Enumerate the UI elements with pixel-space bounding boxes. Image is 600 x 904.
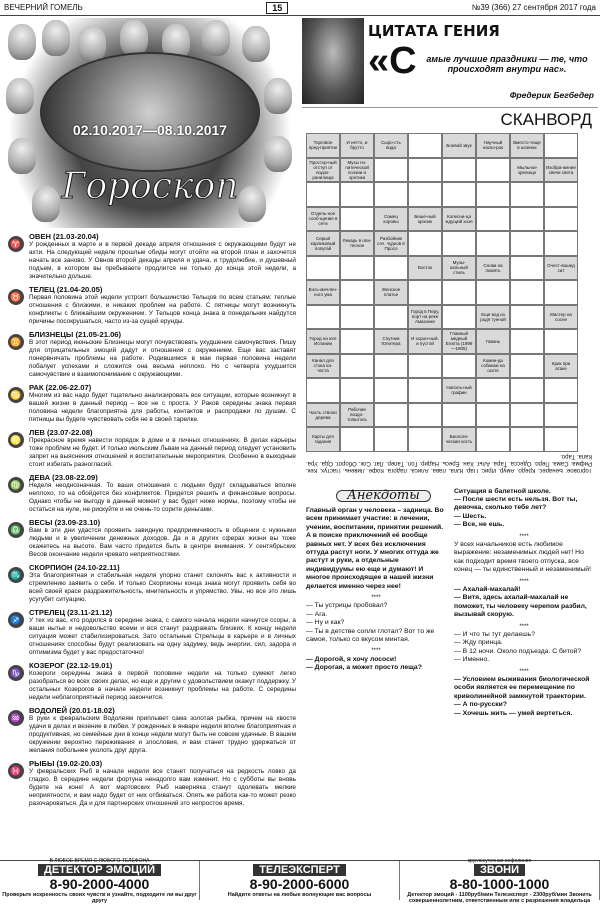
sign-text: У рожденных в марте и в первой декаде апреля отношения с окружающими будут не ахти. На следующей неделе прошлые обиды могут отойти на второй план и захочется начать все заново. У Овнов второй декады апреля и удача, и трудолюбие, и душевный подъем, в котором вы пребываете продлится не только до конца этой недели, а значительно дольше.: [29, 241, 296, 280]
ad-block[interactable]: [400, 857, 600, 904]
sign-body: [29, 661, 296, 702]
scanword-answer-cell[interactable]: [544, 207, 578, 232]
horoscope-hero-image: [2, 18, 298, 228]
sign-entry: [8, 563, 296, 604]
scanword-answer-cell[interactable]: [374, 378, 408, 403]
scanword-clue: Вместо-тище в шпинах: [510, 133, 544, 158]
scanword-clue: Серый карликовый попугай: [306, 231, 340, 256]
scanword-answer-cell[interactable]: [408, 403, 442, 428]
zodiac-sign-icon: ♈: [8, 236, 24, 252]
scanword-clue: Разбойник соч. чуднов в Просо: [374, 231, 408, 256]
sign-entry: [8, 383, 296, 424]
scanword-answer-cell[interactable]: [476, 207, 510, 232]
sign-name: ЛЕВ (23.07-22.08): [29, 428, 93, 437]
joke-divider: ****: [371, 648, 381, 655]
scanword-answer-cell[interactable]: [510, 329, 544, 354]
scanword-clue: Мыльное зрелище: [510, 158, 544, 183]
sign-text: В этот период июньские Близнецы могут почувствовать ухудшение самочувствия. Пишу для отрицательных эмоций дадут и отношения с окружением. Еще вас заставят понервничать проблемы на работе. Родившимся в мае первая половина недели побалует успехами и сложится она весьма неплохо. Но с четверга ухудшится самочувствие и взаимопонимание с окружающими.: [29, 339, 296, 378]
scanword-clue: Очест-вошед сит: [544, 256, 578, 281]
scanword-answer-cell[interactable]: [544, 403, 578, 428]
sign-name: ВЕСЫ (23.09-23.10): [29, 518, 101, 527]
scanword-answer-cell[interactable]: [510, 378, 544, 403]
zodiac-sign-icon: ♎: [8, 522, 24, 538]
sign-body: [29, 285, 296, 326]
sign-text: Прекрасное время навести порядок в доме и в личных отношениях. В делах карьеры тоже проблем не будет. И только июльским Львам на данный период следует установить запрет на выяснения отношений и воспитательные мероприятия. Особенно в выходные стоит избегать разногласий.: [29, 437, 296, 468]
horoscope-signs: [2, 228, 298, 808]
scanword-answer-cell[interactable]: [374, 182, 408, 207]
scanword-answer-cell[interactable]: [340, 329, 374, 354]
scanword-answer-cell[interactable]: [544, 231, 578, 256]
scanword-answer-cell[interactable]: [442, 305, 476, 330]
sign-name: ТЕЛЕЦ (21.04-20.05): [29, 285, 103, 294]
scanword-answer-cell[interactable]: [510, 231, 544, 256]
ad-brand: ДЕТЕКТОР ЭМОЦИЙ: [38, 864, 161, 876]
zodiac-sign-icon: ♌: [8, 432, 24, 448]
sign-body: [29, 759, 296, 808]
sign-body: [29, 518, 296, 559]
scanword-answer-cell[interactable]: [340, 280, 374, 305]
quote-title: ЦИТАТА ГЕНИЯ: [368, 22, 500, 40]
right-column: [302, 18, 598, 858]
horoscope-date-range: 02.10.2017—08.10.2017: [72, 122, 228, 138]
sign-entry: [8, 661, 296, 702]
sign-body: [29, 232, 296, 281]
scanword-clue: И хорон-ный, и пустой: [408, 329, 442, 354]
sign-name: РЫБЫ (19.02-20.03): [29, 759, 103, 768]
scanword-answer-cell[interactable]: [340, 427, 374, 452]
sign-body: [29, 383, 296, 424]
scanword-answer-cell[interactable]: [408, 280, 442, 305]
scanword-answer-cell[interactable]: [408, 158, 442, 183]
scanword-clue: Изобра-жение свечи света: [544, 158, 578, 183]
anecdotes-title: Анекдоты: [336, 490, 431, 502]
scanword-answer-cell[interactable]: [476, 427, 510, 452]
ad-brand: ЗВОНИ: [474, 864, 525, 876]
scanword-clue: Лекарь в опи-тесное: [340, 231, 374, 256]
scanword-clue: Город на юге Испании: [306, 329, 340, 354]
scanword-clue: Боевой звук: [442, 133, 476, 158]
anecdote: — И что ты тут делаешь? — Жду принца. — В 12 ночи. Около подъезда. С битой? — Именно.: [454, 631, 582, 664]
scanword-answer-cell[interactable]: [510, 305, 544, 330]
scanword-answer-cell[interactable]: [408, 378, 442, 403]
zodiac-sign-icon: ♏: [8, 567, 24, 583]
scanword-answer-cell[interactable]: [544, 427, 578, 452]
ad-phone: 8-80-1000-1000: [449, 875, 550, 892]
anecdotes-column-1: [306, 488, 446, 722]
zodiac-sign-icon: ♐: [8, 612, 24, 628]
scanword-answer-cell[interactable]: [374, 256, 408, 281]
sign-entry: [8, 706, 296, 755]
sign-text: Неделя неоднозначная. То ваши отношения с людьми будут складываться вполне неплохо, то на обойдется без конфликтов. Придется решить и финансовые вопросы. Однако чтобы не выгоду в данный момент у вас будет ниже нормы, поэтому чтобы не остаться на нуле, не рискуйте и не очень-то сорите деньгами.: [29, 482, 296, 513]
scanword-answer-cell[interactable]: [408, 231, 442, 256]
zodiac-sign-icon: ♋: [8, 387, 24, 403]
scanword-clue: Крик при атаке: [544, 354, 578, 379]
scanword-answer-cell[interactable]: [544, 133, 578, 158]
scanword-answer-cell[interactable]: [408, 182, 442, 207]
anecdote: — Ахалай-махалай! — Витя, здесь ахалай-махалай не поможет, ты человеку черепом разбил, вызывай скорую.: [454, 585, 587, 619]
scanword-answer-cell[interactable]: [510, 207, 544, 232]
scanword-answer-cell[interactable]: [442, 158, 476, 183]
scanword-answer-cell[interactable]: [374, 403, 408, 428]
scanword-clue: Спутник Юпитера: [374, 329, 408, 354]
ad-tagline: Детектор эмоций - 1100руб/мин Телеэксперт - 2300руб/мин Звонить совершеннолетним, ответственным или с разрешения владельца: [407, 891, 592, 904]
sign-entry: [8, 759, 296, 808]
zodiac-sign-icon: ♍: [8, 477, 24, 493]
scanword-clue: Рабочие воздо-топштэль: [340, 403, 374, 428]
header-paper-name: ВЕЧЕРНИЙ ГОМЕЛЬ: [4, 3, 83, 12]
sign-entry: [8, 518, 296, 559]
joke-divider: ****: [519, 623, 529, 630]
sign-name: БЛИЗНЕЦЫ (21.05-21.06): [29, 330, 122, 339]
scanword-answer-cell[interactable]: [510, 354, 544, 379]
ad-phone: 8-90-2000-4000: [49, 875, 150, 892]
joke-divider: ****: [519, 668, 529, 675]
scanword-clue: Снова на память: [476, 256, 510, 281]
quote-opening: «С: [368, 40, 417, 82]
scanword-clue: Научный наско-рок: [476, 133, 510, 158]
scanword-answer-cell[interactable]: [340, 182, 374, 207]
sign-name: КОЗЕРОГ (22.12-19.01): [29, 661, 113, 670]
scanword-answer-cell[interactable]: [442, 280, 476, 305]
sign-entry: [8, 428, 296, 469]
sign-name: СКОРПИОН (24.10-22.11): [29, 563, 120, 572]
sign-entry: [8, 330, 296, 379]
sign-name: ДЕВА (23.08-22.09): [29, 473, 98, 482]
scanword-clue: Сыро-сть вода: [374, 133, 408, 158]
scanword-answer-cell[interactable]: [476, 378, 510, 403]
anecdote: Ситуация в балетной школе. — После шести есть нельзя. Вот ты, девочка, сколько тебе лет? — Шесть. — Все, не ешь.: [454, 487, 578, 529]
sign-body: [29, 608, 296, 657]
anecdotes-column-2: [454, 488, 594, 722]
sign-text: Козероги середины знака в первой половине недели на только сумеют легко разобраться во всех своих делах, но еще и другим с удовольствием окажут поддержку. У остальных Козерогов в начале недели возникнут проблемы на работе. С середины недели неблагоприятный период закончится.: [29, 670, 296, 701]
scanword-clue: Восток: [408, 256, 442, 281]
scanword-clue: Гавань: [476, 329, 510, 354]
scanword-answer-cell[interactable]: [476, 280, 510, 305]
sign-text: В руки к февральским Водолеям приплывет сама золотая рыбка, причем на хвосте удачи в делах и везение в любви. У рожденных в январе неделя вполне благоприятная и продуктивная, но семейные дни в конце недели могут быть не совсем удачные. В вашем окружении вероятно переживания и злословия, и вам станет трудно удержаться от желания побольнее уколоть друг друга.: [29, 715, 296, 754]
scanword-answer-cell[interactable]: [544, 329, 578, 354]
scanword-answer-cell[interactable]: [306, 378, 340, 403]
scanword-answer-cell[interactable]: [340, 305, 374, 330]
scanword-clue: Музы по-литической поэзии и эротики: [340, 158, 374, 183]
scanword-clue: Вось-мичлен- ного ума: [306, 280, 340, 305]
scanword-answer-cell[interactable]: [510, 427, 544, 452]
scanword-clue: Отдель-ное сооб-щение в сети: [306, 207, 340, 232]
header-issue: №39 (366) 27 сентября 2017 года: [471, 3, 596, 12]
quote-text: амые лучшие праздники — те, что происходят внутри нас».: [426, 54, 588, 74]
scanword-answer-cell[interactable]: [476, 403, 510, 428]
joke-divider: ****: [371, 594, 381, 601]
sign-entry: [8, 285, 296, 326]
anecdote: — Дорогой, я хочу лососи! — Дорогая, а может просто леща?: [306, 655, 422, 672]
scanword-clue: Коман-да собакам на охоте: [476, 354, 510, 379]
scanword-answers: Торговое: Бенарес. Кредо. Амур. Ирис. Пар. Юла. Лава. Алиса. Ладога. Кофе. Ливень. Пастух. Кек. Рифма. Сама. Перо. Одесса. Тара. Альт. Хан. Ересь. Надир. Гол. Тапер. Лат. Сок. Оборот. Ода. Ура. Капа. Таро.: [306, 452, 592, 473]
scanword-answer-cell[interactable]: [476, 158, 510, 183]
scanword-answer-cell[interactable]: [340, 207, 374, 232]
joke-divider: ****: [519, 578, 529, 585]
scanword-title: СКАНВОРД: [500, 110, 592, 129]
anecdote: — Ты устрицы пробовал? — Ага. — Ну и как? — Ты в детстве сопли глотал? Вот то же самое, только со вкусом минтая.: [306, 602, 435, 643]
scanword-answer-cell[interactable]: [306, 305, 340, 330]
sign-text: У тех из вас, кто родился в середине знака, с самого начала недели начнутся ссоры, а ваши нытье и недовольство всеми и вся станут раздражать близких. К концу недели ситуация может стабилизироваться. Зато остальные Стрельцы в карьере и в личных отношениях способны будут реализовать на одну задумку, ведь энергии, сил, задора и оптимизма будет у вас предостаточно!: [29, 617, 296, 656]
zodiac-sign-icon: ♑: [8, 665, 24, 681]
author-photo: [302, 18, 364, 104]
zodiac-sign-icon: ♒: [8, 710, 24, 726]
scanword-answer-cell[interactable]: [374, 305, 408, 330]
scanword-answer-cell[interactable]: [476, 182, 510, 207]
scanword-answer-cell[interactable]: [374, 354, 408, 379]
sign-body: [29, 428, 296, 469]
scanword-clue: Карты для гадания: [306, 427, 340, 452]
scanword-answer-cell[interactable]: [374, 158, 408, 183]
sign-text: У февральских Рыб в начале недели все станет получаться на редкость ловко да гладко. В середине недели фортуна ненадолго вам изменит. Но с субботы вы вновь будете на коне! А вот мартовских Рыб наверняка станут одолевать мелкие неприятности, и вам надо будет от них отбиваться. Опять же работа как-то может резко разочароваться. Да и для партнерских отношений это непростое время.: [29, 768, 296, 807]
page-header: [0, 0, 600, 16]
anecdote: Главный орган у человека – задница. Во всем принимает участие: в лечении, учении, воспитании, принятии решений. А в поиске приключений её вообще равных нет. У всех без исключения оттуда растут ноги. У многих оттуда же растут и руки, а отдельные индивидуумы ею еще и думают! И многое происходящее в нашей жизни делается именно через нее!: [306, 506, 444, 590]
ad-top-text: В ЛЮБОЕ ВРЕМЯ С ЛЮБОГО ТЕЛЕФОНА: [49, 857, 150, 864]
scanword-answer-cell[interactable]: [442, 231, 476, 256]
scanword-clue: Главный медный Египта (1899—1905): [442, 329, 476, 354]
scanword-clue: Женское платье: [374, 280, 408, 305]
joke-divider: ****: [519, 533, 529, 540]
scanword-answer-cell[interactable]: [340, 256, 374, 281]
scanword-answer-cell[interactable]: [374, 427, 408, 452]
sign-name: СТРЕЛЕЦ (23.11-21.12): [29, 608, 113, 617]
anecdote: У всех начальников есть любимое выражение: незаменимых людей нет! Но как подходит время твоего отпуска, все конец — ты единственный и незаменимый!: [454, 540, 591, 574]
quote-author: Фредерик Бегбедер: [509, 90, 594, 100]
scanword-answer-cell[interactable]: [442, 403, 476, 428]
anecdotes-section: [302, 484, 598, 722]
sign-text: Первая половина этой недели устроит большинство Тельцов по всем статьям: теплые отношения с близкими, и никаких проблем на работе. С пятницы могут возникнуть конфликты с ближайшим окружением. У Тельцов конца знака в понедельник найдутся причины посокрушаться, часто из-за сущей ерунды.: [29, 294, 296, 325]
sign-body: [29, 330, 296, 379]
scanword-clue: Самец коровы: [374, 207, 408, 232]
scanword-answer-cell[interactable]: [306, 182, 340, 207]
zodiac-sign-icon: ♊: [8, 334, 24, 350]
scanword-answer-cell[interactable]: [476, 231, 510, 256]
scanword-clue: Колесни-ца ждущий хозя: [442, 207, 476, 232]
ad-block[interactable]: [200, 861, 400, 900]
scanword-answer-cell[interactable]: [442, 354, 476, 379]
scanword-clue: Канал для стока ка-честа: [306, 354, 340, 379]
zodiac-sign-icon: ♉: [8, 289, 24, 305]
sign-body: [29, 563, 296, 604]
scanword-clue: Музы-кальный стиль: [442, 256, 476, 281]
zodiac-wheel: [40, 52, 260, 172]
scanword-answer-cell[interactable]: [510, 280, 544, 305]
scanword-answer-cell[interactable]: [510, 256, 544, 281]
scanword-answer-cell[interactable]: [340, 354, 374, 379]
ad-phone: 8-90-2000-6000: [249, 875, 350, 892]
horoscope-column: [2, 18, 298, 858]
scanword-clue: Простор-ный отступ от водох-ранилища: [306, 158, 340, 183]
scanword-answer-cell[interactable]: [510, 403, 544, 428]
scanword-clue: Город в Перу, порт на реке Амазонке: [408, 305, 442, 330]
scanword-answer-cell[interactable]: [408, 133, 442, 158]
scanword-answer-cell[interactable]: [442, 182, 476, 207]
sign-body: [29, 706, 296, 755]
ad-block[interactable]: [0, 857, 200, 904]
scanword-clue: Мастер на сосне: [544, 305, 578, 330]
ads-strip: [0, 857, 600, 904]
scanword-answer-cell[interactable]: [544, 182, 578, 207]
quote-block: [302, 18, 598, 108]
scanword-clue: Наполь-ный графин: [442, 378, 476, 403]
ad-brand: ТЕЛЕЭКСПЕРТ: [253, 864, 346, 876]
scanword-clue: Часть стволи дерева: [306, 403, 340, 428]
sign-body: [29, 473, 296, 514]
sign-name: РАК (22.06-22.07): [29, 383, 92, 392]
sign-entry: [8, 473, 296, 514]
ad-top-text: круглосуточная инфолиния: [467, 857, 532, 864]
horoscope-title: Гороскоп: [61, 166, 239, 207]
sign-text: Вам в эти дни удастся проявить завидную предприимчивость в общении с нужными людьми и в увеличении денежных доходов. Да и в других сферах жизни вы тоже окажетесь на высоте. Вам часто придется быть в центре внимания. У сентябрьских Весов окончание недели чревато неприятностями.: [29, 527, 296, 558]
anecdote: — Условием выживания биологической особи является ее перемещение по криволинейной замкнутой траектории. — А по-русски? — Хочешь жить — умей вертеться.: [454, 676, 590, 717]
page-number: 15: [266, 2, 288, 14]
scanword-clue: Еще вод из родя тунной: [476, 305, 510, 330]
scanword-clue: И нетто, и брутто: [340, 133, 374, 158]
sign-entry: [8, 232, 296, 281]
scanword-clue: Биологи-ческая кость: [442, 427, 476, 452]
scanword-clue: Торговое пред-приятие: [306, 133, 340, 158]
sign-text: Многим из вас надо будет тщательно анализировать все ситуации, которые возникнут в вашей жизни в данный период – все не с проста. У Раков середины знака первая половина недели благоприятна для работы, контактов и распродажи по душам. С пятницы вы будете чувствовать себя не в своей тарелке.: [29, 392, 296, 423]
scanword-answer-cell[interactable]: [306, 256, 340, 281]
scanword-answer-cell[interactable]: [544, 378, 578, 403]
ad-tagline: Проверьте искренность своих чувств и узнайте, подходите ли вы друг другу: [2, 891, 197, 904]
sign-name: ВОДОЛЕЙ (20.01-18.02): [29, 706, 115, 715]
scanword-answer-cell[interactable]: [340, 378, 374, 403]
sign-name: ОВЕН (21.03-20.04): [29, 232, 99, 241]
sign-entry: [8, 608, 296, 657]
scanword-answer-cell[interactable]: [544, 280, 578, 305]
zodiac-sign-icon: ♓: [8, 763, 24, 779]
scanword-answer-cell[interactable]: [408, 354, 442, 379]
sign-text: Эта благоприятная и стабильная неделя упорно станет склонять вас к активности и стремлению заявить о себе. И только Скорпионы конца знака могут проявить себя во всей своей красе раздражительность, мнительность и упрямство. Увы, но все это лишь усугубит ситуацию.: [29, 572, 296, 603]
scanword-grid: [306, 133, 598, 452]
scanword-answer-cell[interactable]: [510, 182, 544, 207]
ad-tagline: Найдите ответы на любые волнующие вас вопросы: [227, 891, 372, 898]
scanword-clue: Беше-ный кролик: [408, 207, 442, 232]
scanword-answer-cell[interactable]: [408, 427, 442, 452]
